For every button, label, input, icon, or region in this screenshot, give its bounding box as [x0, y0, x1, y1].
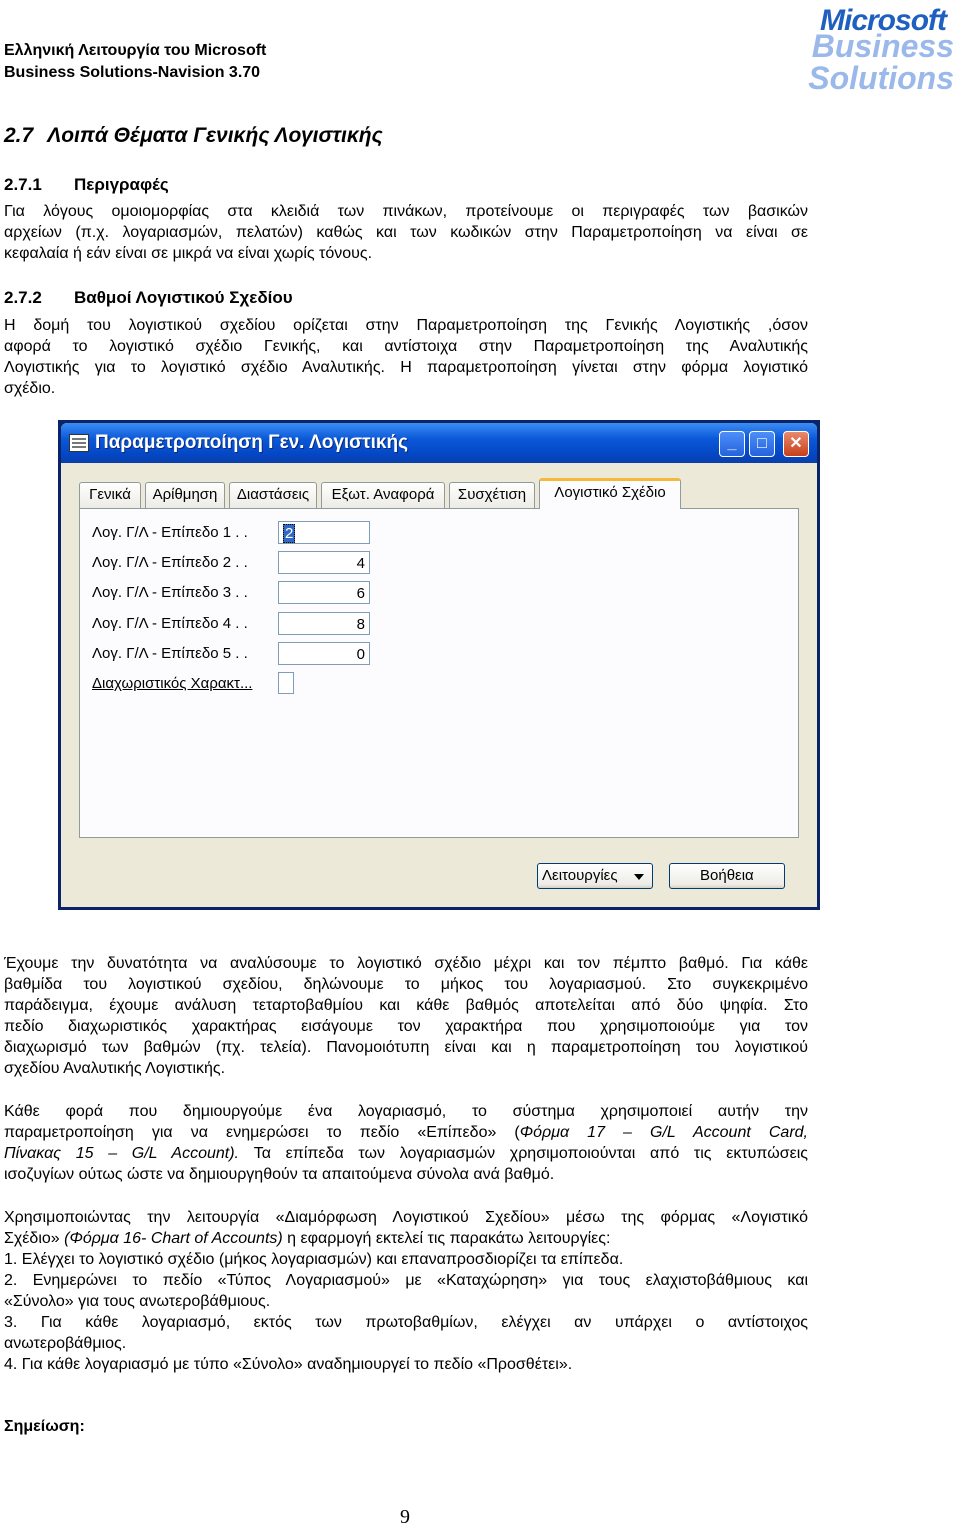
note-label: Σημείωση:: [4, 1418, 85, 1435]
logo-solutions: Solutions: [808, 60, 954, 96]
table-reference: Πίνακας 15 – G/L Account).: [4, 1145, 239, 1162]
header-line-2: Business Solutions-Navision 3.70: [4, 64, 261, 81]
level-2-input[interactable]: 4: [278, 551, 370, 574]
logo-business-solutions: [808, 30, 954, 94]
paragraph-line: βαθμίδα του λογιστικού σχεδίου, δηλώνουμε το μήκος του λογαριασμού. Στο συγκεκριμένο: [4, 976, 808, 993]
paragraph-line: Κάθε φορά που δημιουργούμε ένα λογαριασμό, το σύστημα χρησιμοποιεί αυτήν την: [4, 1103, 808, 1120]
list-item: ανωτεροβάθμιος.: [4, 1335, 127, 1352]
subsection-2-title: Βαθμοί Λογιστικού Σχεδίου: [74, 288, 293, 307]
subsection-1-heading: [4, 175, 169, 195]
dropdown-arrow-icon: [634, 874, 644, 880]
tab-numbering[interactable]: Αρίθμηση: [145, 482, 225, 508]
subsection-1-paragraph: [4, 201, 808, 264]
tab-association[interactable]: Συσχέτιση: [449, 482, 535, 508]
window-titlebar[interactable]: [61, 423, 817, 463]
help-button[interactable]: [669, 863, 785, 889]
paragraph-line: σχεδίου Αναλυτικής Λογιστικής.: [4, 1060, 226, 1077]
chart-functions-paragraph: [4, 1207, 808, 1375]
subsection-1-title: Περιγραφές: [74, 175, 169, 194]
logo-business: Business: [811, 28, 954, 64]
field-label: Λογ. Γ/Λ - Επίπεδο 1 . .: [92, 524, 248, 541]
paragraph-line: αρχείων (π.χ. λογαριασμών, πελατών) καθώς και των κωδικών στην Παραμετροποίηση να είναι σε: [4, 224, 808, 241]
subsection-2-paragraph: [4, 315, 808, 399]
paragraph-line: κεφαλαία ή εάν είναι σε μικρά να είναι χωρίς τόνους.: [4, 245, 373, 262]
functions-button[interactable]: [537, 863, 653, 889]
list-item: 2. Ενημερώνει το πεδίο «Τύπος Λογαριασμού» με «Καταχώρηση» για τους ελαχιστοβάθμιους και: [4, 1272, 808, 1289]
section-number: 2.7: [4, 124, 34, 147]
paragraph-line: σχέδιο.: [4, 380, 56, 397]
paragraph-line: Για λόγους ομοιομορφίας στα κλειδιά των πινάκων, προτείνουμε οι περιγραφές των βασικών: [4, 203, 808, 220]
tab-chart-of-accounts[interactable]: Λογιστικό Σχέδιο: [539, 478, 681, 509]
paragraph-line: [4, 1228, 808, 1249]
text-run: η εφαρμογή εκτελεί τις παρακάτω λειτουργίες:: [282, 1230, 611, 1247]
gl-setup-window-screenshot: [58, 420, 820, 910]
window-title: Παραμετροποίηση Γεν. Λογιστικής: [95, 432, 408, 453]
list-item: 3. Για κάθε λογαριασμό, εκτός των πρωτοβαθμίων, ελέγχει αν υπάρχει ο αντίστοιχος: [4, 1314, 808, 1331]
page-number: 9: [400, 1506, 410, 1528]
document-header-title: [4, 40, 266, 84]
levels-explanation-paragraph: [4, 953, 808, 1079]
account-level-paragraph: [4, 1101, 808, 1185]
minimize-button[interactable]: _: [719, 431, 745, 457]
paragraph-line: [4, 1122, 808, 1143]
list-item: «Σύνολο» για τους ανωτεροβάθμιους.: [4, 1293, 271, 1310]
paragraph-line: διαχωρισμό των βαθμών (πχ. τελεία). Πανομοιότυπη είναι και η παραμετροποίηση του λογιστικού: [4, 1039, 808, 1056]
list-item: 1. Ελέγχει το λογιστικό σχέδιο (μήκος λογαριασμών) και επαναπροσδιορίζει τα επίπεδα.: [4, 1251, 624, 1268]
field-label: Λογ. Γ/Λ - Επίπεδο 3 . .: [92, 584, 248, 601]
list-item: 4. Για κάθε λογαριασμό με τύπο «Σύνολο» αναδημιουργεί το πεδίο «Προσθέτει».: [4, 1356, 573, 1373]
subsection-1-number: 2.7.1: [4, 175, 42, 194]
close-button[interactable]: ✕: [783, 431, 809, 457]
separator-character-input[interactable]: [278, 672, 294, 694]
text-run: παραμετροποίηση για να ενημερώσει το πεδίο «Επίπεδο» (: [4, 1124, 520, 1141]
level-4-input[interactable]: 8: [278, 612, 370, 635]
text-run: Τα επίπεδα των λογαριασμών χρησιμοποιούνται από τις εκτυπώσεις: [238, 1145, 808, 1162]
paragraph-line: παράδειγμα, έχουμε ανάλυση τεταρτοβαθμίου και κάθε βαθμός αποτελείται από δύο ψηφία. Στο: [4, 997, 808, 1014]
form-icon: [69, 434, 89, 452]
subsection-2-heading: [4, 288, 293, 308]
paragraph-line: Έχουμε την δυνατότητα να αναλύσουμε το λογιστικό σχέδιο μέχρι και τον πέμπτο βαθμό. Για κάθε: [4, 955, 808, 972]
field-label: Λογ. Γ/Λ - Επίπεδο 4 . .: [92, 615, 248, 632]
tab-panel-chart-of-accounts: [79, 508, 799, 838]
section-heading: [4, 124, 383, 148]
level-1-input[interactable]: [278, 521, 370, 544]
text-run: Σχέδιο»: [4, 1230, 65, 1247]
field-label: Λογ. Γ/Λ - Επίπεδο 5 . .: [92, 645, 248, 662]
paragraph-line: Η δομή του λογιστικού σχεδίου ορίζεται στην Παραμετροποίηση της Γενικής Λογιστικής ,όσον: [4, 317, 808, 334]
paragraph-line: Χρησιμοποιώντας την λειτουργία «Διαμόρφωση Λογιστικού Σχεδίου» μέσω της φόρμας «Λογιστικό: [4, 1209, 808, 1226]
tab-external-reference[interactable]: Εξωτ. Αναφορά: [321, 482, 445, 508]
help-button-label: Βοήθεια: [700, 867, 754, 884]
section-title: Λοιπά Θέματα Γενικής Λογιστικής: [47, 124, 383, 147]
tab-dimensions[interactable]: Διαστάσεις: [229, 482, 317, 508]
microsoft-business-solutions-logo: [736, 4, 956, 96]
subsection-2-number: 2.7.2: [4, 288, 42, 307]
separator-label: Διαχωριστικός Χαρακτ...: [92, 675, 253, 692]
functions-button-label: Λειτουργίες: [542, 867, 618, 884]
maximize-button[interactable]: □: [749, 431, 775, 457]
logo-microsoft: Microsoft: [820, 4, 946, 37]
paragraph-line: ισοζυγίων ούτως ώστε να δημιουργηθούν τα απαιτούμενα σύνολα ανά βαθμό.: [4, 1166, 555, 1183]
form-reference: (Φόρμα 16- Chart of Accounts): [64, 1230, 283, 1247]
paragraph-line: [4, 1143, 808, 1164]
paragraph-line: Λογιστικής για το λογιστικό σχέδιο Αναλυτικής. Η παραμετροποίηση γίνεται στην φόρμα λογιστικό: [4, 359, 808, 376]
tab-general[interactable]: Γενικά: [79, 482, 141, 508]
paragraph-line: αφορά το λογιστικό σχέδιο Γενικής, και αντίστοιχα στην Παραμετροποίηση της Αναλυτικής: [4, 338, 808, 355]
level-3-input[interactable]: 6: [278, 581, 370, 604]
window-body: [61, 423, 817, 907]
level-1-value: 2: [285, 525, 294, 542]
field-label: Λογ. Γ/Λ - Επίπεδο 2 . .: [92, 554, 248, 571]
header-line-1: Ελληνική Λειτουργία του Microsoft: [4, 42, 267, 59]
form-reference: Φόρμα 17 – G/L Account Card,: [519, 1124, 808, 1141]
level-5-input[interactable]: 0: [278, 642, 370, 665]
paragraph-line: πεδίο διαχωριστικός χαρακτήρας εισάγουμε τον χαρακτήρα που χρησιμοποιούμε για τον: [4, 1018, 808, 1035]
